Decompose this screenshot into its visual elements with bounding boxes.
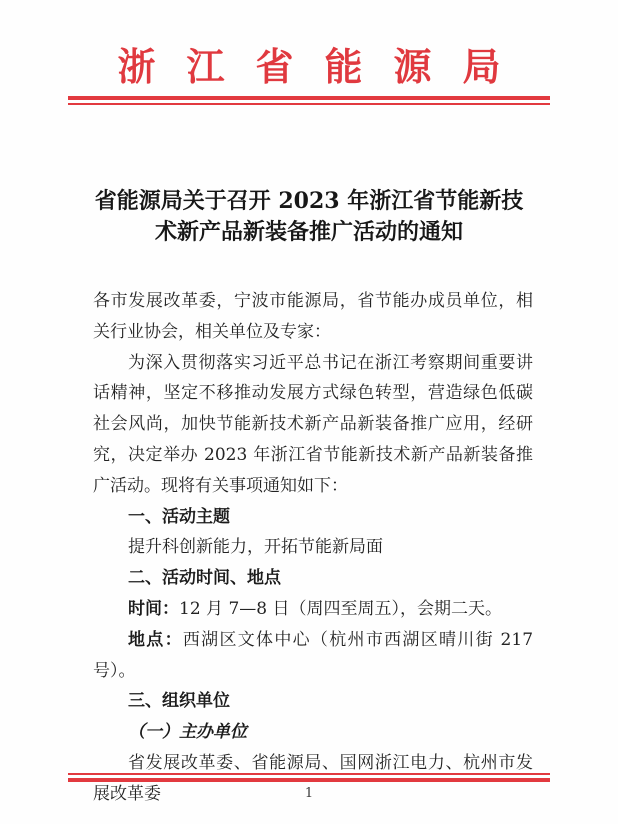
event-time-label: 时间： — [128, 598, 179, 619]
page-number: 1 — [304, 786, 314, 801]
event-venue-value: 西湖区文体中心（杭州市西湖区晴川街 217 号）。 — [93, 629, 534, 681]
organizer-list-text: 省发展改革委、省能源局、国网浙江电力、杭州市发展改革委 — [93, 752, 533, 804]
footer-divider — [68, 773, 550, 782]
document-title — [0, 186, 618, 248]
section-1-heading: 一、活动主题 — [128, 506, 230, 527]
event-venue-label: 地点： — [128, 629, 183, 650]
section-3-sub-1-heading: （一）主办单位 — [128, 722, 247, 743]
event-venue-line — [93, 625, 533, 687]
section-1-theme-text: 提升科创新能力，开拓节能新局面 — [128, 537, 383, 558]
letterhead-divider — [68, 96, 550, 105]
agency-letterhead-title: 浙江省能源局 — [117, 44, 532, 89]
document-title-line2: 术新产品新装备推广活动的通知 — [154, 219, 463, 245]
event-time-line — [93, 594, 533, 625]
document-body — [93, 286, 533, 810]
section-3-heading: 三、组织单位 — [128, 691, 230, 712]
footer-divider-thick-line — [68, 778, 550, 782]
intro-paragraph: 为深入贯彻落实习近平总书记在浙江考察期间重要讲话精神，坚定不移推动发展方式绿色转型，营造绿色低碳社会风尚，加快节能新技术新产品新装备推广应用，经研究，决定举办 2023 年浙江省节能新技术新产品新装备推广活动。现将有关事项通知如下： — [93, 352, 533, 496]
salutation-paragraph: 各市发展改革委，宁波市能源局，省节能办成员单位，相关行业协会，相关单位及专家： — [93, 291, 533, 342]
section-2-heading: 二、活动时间、地点 — [128, 568, 281, 589]
event-time-value: 12 月 7—8 日（周四至周五），会期二天。 — [179, 598, 502, 619]
document-title-line1: 省能源局关于召开 2023 年浙江省节能新技 — [94, 188, 524, 214]
letterhead-divider-thin-line — [68, 103, 550, 105]
